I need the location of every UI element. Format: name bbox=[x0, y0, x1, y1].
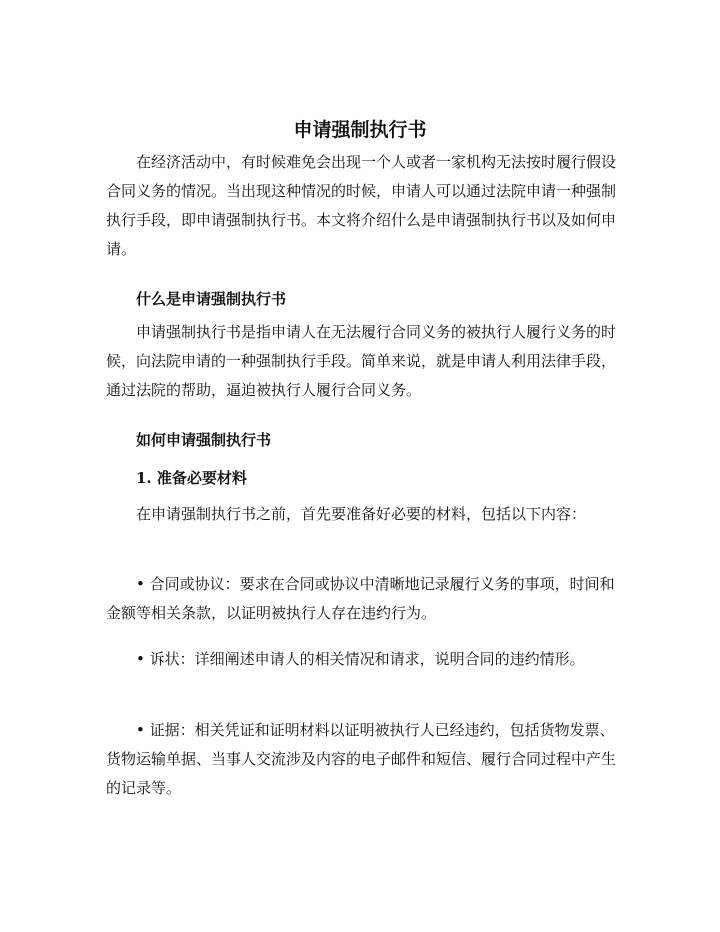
bullet-contract: • 合同或协议：要求在合同或协议中清晰地记录履行义务的事项，时间和金额等相关条款，以证明被执行人存在违约行为。 bbox=[106, 575, 615, 622]
bullet-complaint: • 诉状：详细阐述申请人的相关情况和请求，说明合同的违约情形。 bbox=[136, 650, 585, 668]
section-heading-how: 如何申请强制执行书 bbox=[136, 431, 272, 449]
step-prepare-paragraph: 在申请强制执行书之前，首先要准备好必要的材料，包括以下内容： bbox=[136, 505, 587, 523]
section-what-paragraph: 申请强制执行书是指申请人在无法履行合同义务的被执行人履行义务的时候，向法院申请的一种强制执行手段。简单来说，就是申请人利用法律手段，通过法院的帮助，逼迫被执行人履行合同义务。 bbox=[106, 323, 617, 399]
bullet-evidence: • 证据：相关凭证和证明材料以证明被执行人已经违约，包括货物发票、货物运输单据、当事人交流涉及内容的电子邮件和短信、履行合同过程中产生的记录等。 bbox=[106, 721, 617, 797]
step-heading-prepare: 1. 准备必要材料 bbox=[136, 469, 247, 487]
section-heading-what: 什么是申请强制执行书 bbox=[136, 290, 287, 308]
intro-paragraph: 在经济活动中，有时候难免会出现一个人或者一家机构无法按时履行假设合同义务的情况。当出现这种情况的时候，申请人可以通过法院申请一种强制执行手段，即申请强制执行书。本文将介绍什么是申请强制执行书以及如何申请。 bbox=[106, 153, 617, 258]
document-title: 申请强制执行书 bbox=[293, 119, 427, 141]
